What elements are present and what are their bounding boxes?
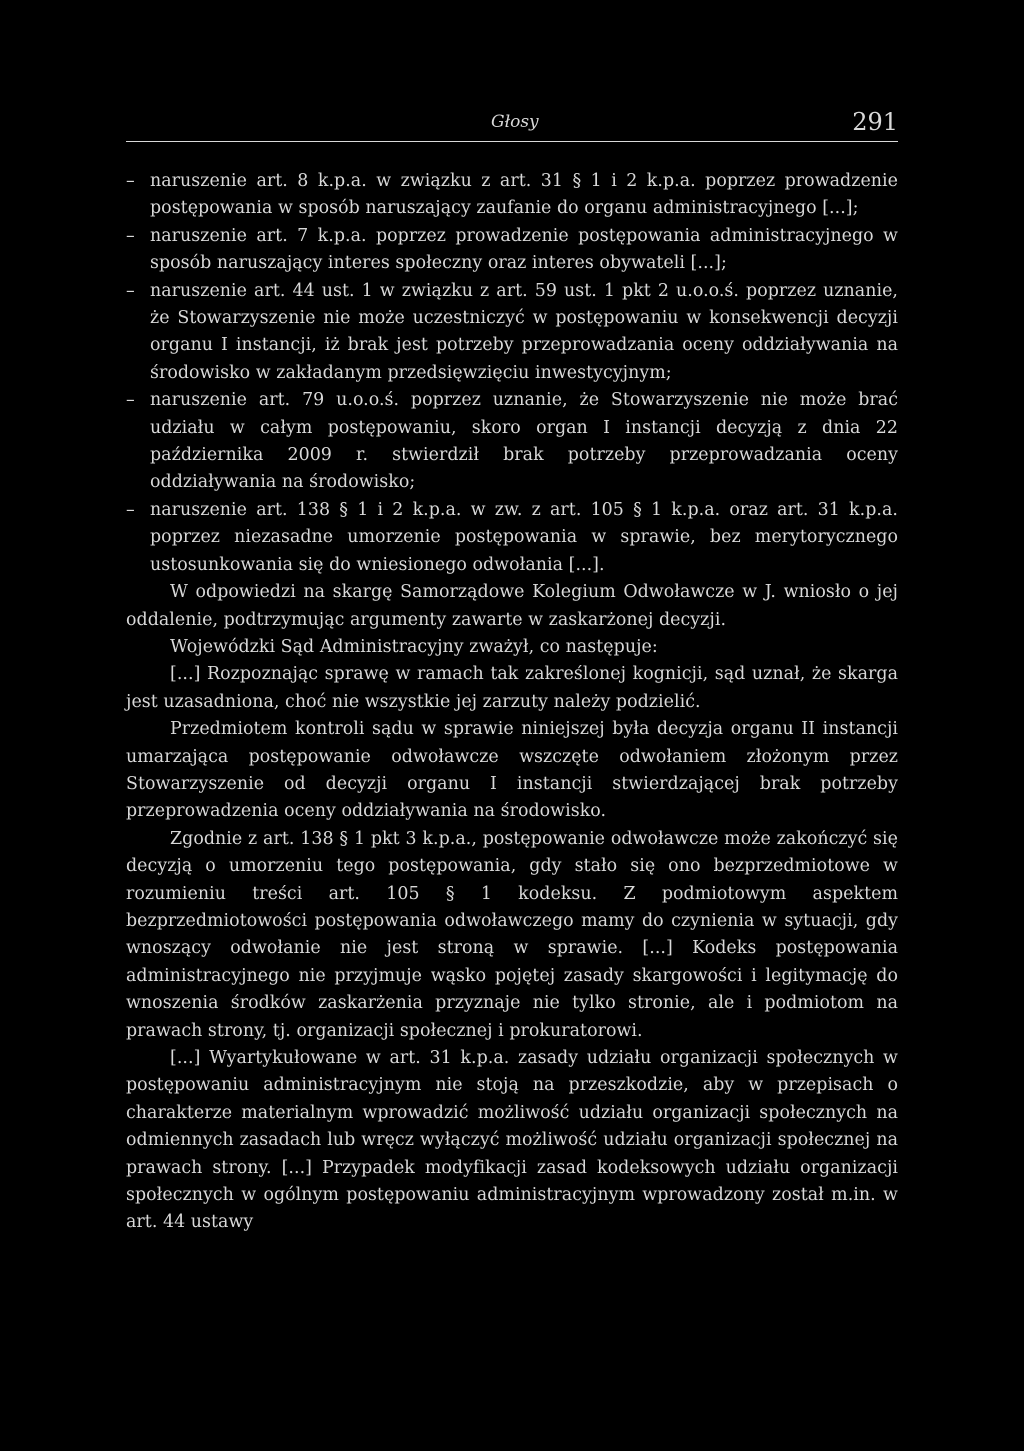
list-dash: – (126, 390, 135, 411)
list-item (126, 223, 898, 278)
paragraph: Wojewódzki Sąd Administracyjny zważył, co następuje: (170, 636, 658, 657)
list-item-text: naruszenie art. 138 § 1 i 2 k.p.a. w zw. z art. 105 § 1 k.p.a. oraz art. 31 k.p.a. poprzez niezasadne umorzenie postępowania w sprawie, bez merytorycznego ustosunkowania się do wniesionego odwołania [...]. (150, 499, 898, 575)
paragraph: Zgodnie z art. 138 § 1 pkt 3 k.p.a., postępowanie odwoławcze może zakończyć się decyzją o umorzeniu tego postępowania, gdy stało się ono bezprzedmiotowe w rozumieniu treści art. 105 § 1 kodeksu. Z podmiotowym aspektem bezprzedmiotowości postępowania odwoławczego mamy do czynienia w sytuacji, gdy wnoszący odwołanie nie jest stroną w sprawie. [...] Kodeks postępowania administracyjnego nie przyjmuje wąsko pojętej zasady skargowości i legitymację do wnoszenia środków zaskarżenia przyznaje nie tylko stronie, ale i podmiotom na prawach strony, tj. organizacji społecznej i prokuratorowi. (126, 828, 898, 1041)
page-number: 291 (852, 108, 898, 136)
paragraph: W odpowiedzi na skargę Samorządowe Kolegium Odwoławcze w J. wniosło o jej oddalenie, podtrzymując argumenty zawarte w zaskarżonej decyzji. (126, 582, 898, 630)
list-item-text: naruszenie art. 7 k.p.a. poprzez prowadzenie postępowania administracyjnego w sposób naruszający interes społeczny oraz interes obywateli [...]; (150, 225, 898, 274)
list-item (126, 278, 898, 388)
book-page (126, 108, 898, 1237)
running-header (126, 108, 898, 146)
list-dash: – (126, 171, 135, 191)
list-item (126, 168, 898, 223)
page-body (126, 168, 898, 1237)
list-dash: – (126, 225, 135, 246)
list-item-text: naruszenie art. 8 k.p.a. w związku z art. 31 § 1 i 2 k.p.a. poprzez prowadzenie postępowania w sposób naruszający zaufanie do organu administracyjnego [...]; (150, 171, 898, 219)
running-title: Głosy (491, 112, 539, 132)
paragraph: [...] Rozpoznając sprawę w ramach tak zakreślonej kognicji, sąd uznał, że skarga jest uzasadniona, choć nie wszystkie jej zarzuty należy podzielić. (126, 664, 898, 712)
paragraph: [...] Wyartykułowane w art. 31 k.p.a. zasady udziału organizacji społecznych w postępowaniu administracyjnym nie stoją na przeszkodzie, aby w przepisach o charakterze materialnym wprowadzić możliwość udziału organizacji społecznych na odmiennych zasadach lub wręcz wyłączyć możliwość udziału organizacji społecznej na prawach strony. [...] Przypadek modyfikacji zasad kodeksowych udziału organizacji społecznych w ogólnym postępowaniu administracyjnym wprowadzony został m.in. w art. 44 ustawy (126, 1048, 898, 1233)
paragraph: Przedmiotem kontroli sądu w sprawie niniejszej była decyzja organu II instancji umarzająca postępowanie odwoławcze wszczęte odwołaniem złożonym przez Stowarzyszenie od decyzji organu I instancji stwierdzającej brak potrzeby przeprowadzenia oceny oddziaływania na środowisko. (126, 719, 898, 822)
header-rule (126, 141, 898, 142)
list-item (126, 497, 898, 579)
list-item-text: naruszenie art. 79 u.o.o.ś. poprzez uznanie, że Stowarzyszenie nie może brać udziału w całym postępowaniu, skoro organ I instancji decyzją z dnia 22 października 2009 r. stwierdził brak potrzeby przeprowadzania oceny oddziaływania na środowisko; (150, 390, 898, 493)
list-item-text: naruszenie art. 44 ust. 1 w związku z art. 59 ust. 1 pkt 2 u.o.o.ś. poprzez uznanie, że Stowarzyszenie nie może uczestniczyć w postępowaniu w konsekwencji decyzji organu I instancji, iż brak jest potrzeby przeprowadzania oceny oddziaływania na środowisko w zakładanym przedsięwzięciu inwestycyjnym; (150, 280, 898, 383)
list-dash: – (126, 280, 135, 301)
charges-list (126, 168, 898, 579)
list-dash: – (126, 499, 135, 520)
list-item (126, 387, 898, 497)
